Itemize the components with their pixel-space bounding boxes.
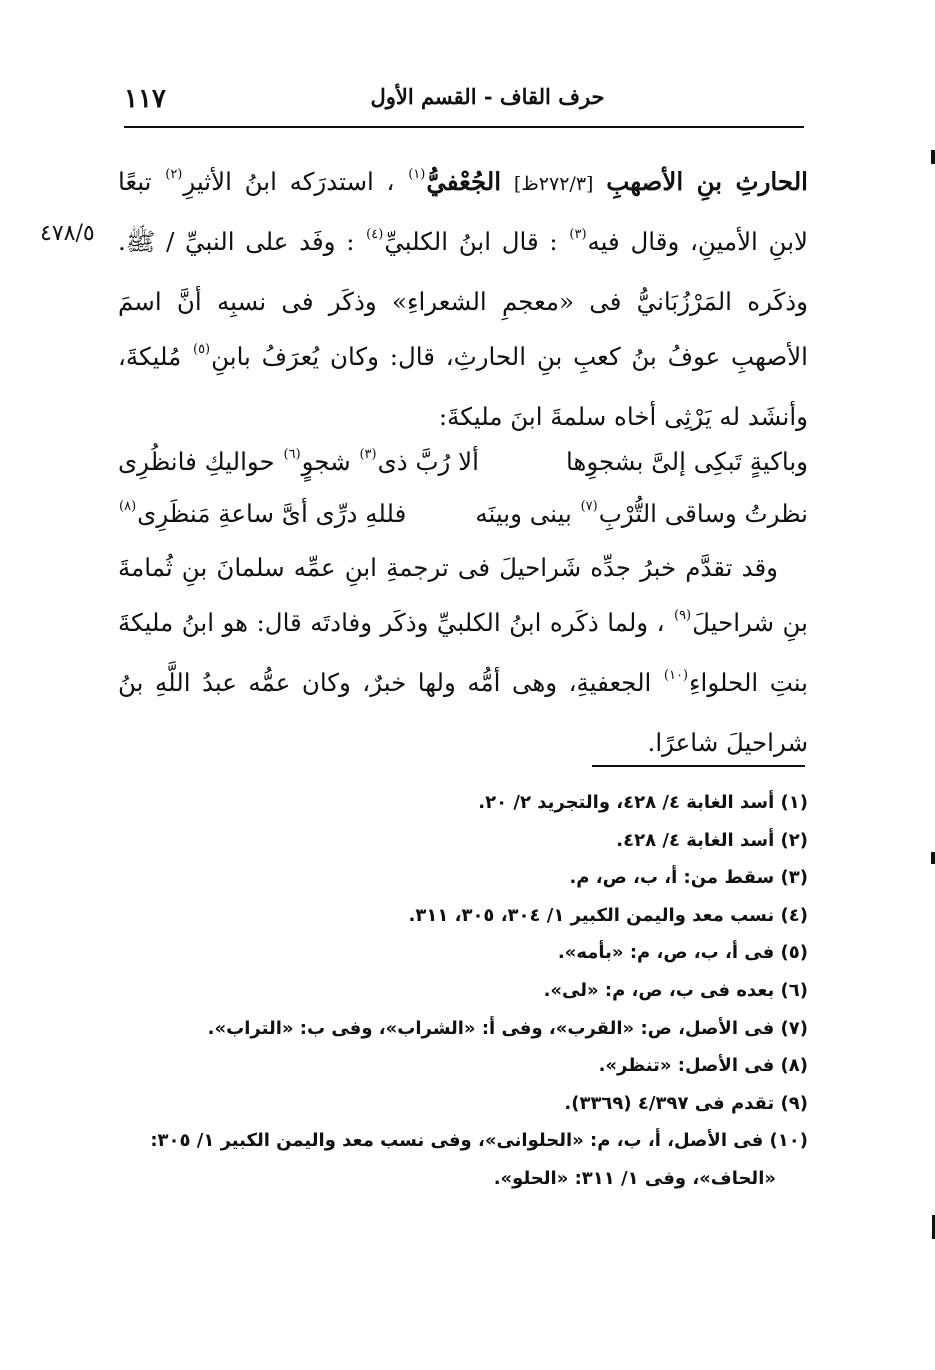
entry-nisba: الجُعْفيُّ bbox=[426, 167, 502, 196]
verse-hemistich-right bbox=[475, 488, 808, 545]
footnote-ref-5[interactable]: (٥) bbox=[192, 342, 211, 357]
footnote-ref-9[interactable]: (٩) bbox=[673, 608, 692, 623]
verse-hemistich-left bbox=[118, 436, 479, 493]
paragraph-text: تبعًا لابنِ الأمينِ، وقال فيه bbox=[118, 167, 808, 256]
footnote-8: (٨) فى الأصل: «تنظر». bbox=[598, 1055, 808, 1077]
footnote-7: (٧) فى الأصل، ص: «القرب»، وفى أ: «الشراب»، وفى ب: «التراب». bbox=[207, 1017, 808, 1039]
footnote-ref-3[interactable]: (٣) bbox=[569, 227, 587, 242]
verse-line-2 bbox=[118, 488, 808, 545]
manuscript-ref: [٢٧٢/٣ظ] bbox=[513, 173, 594, 195]
verse-text: فللهِ درِّى أىَّ ساعةِ مَنظَرِى bbox=[137, 499, 407, 528]
entry-paragraph bbox=[118, 154, 808, 444]
footnote-3: (٣) سقط من: أ، ب، ص، م. bbox=[569, 867, 808, 889]
verse-text: ألا رُبَّ ذى bbox=[377, 447, 479, 476]
paragraph-text: مُليكةَ، وأنشَد له يَرْثِى أخاه سلمةَ ابنَ مليكةَ: bbox=[118, 342, 808, 431]
paragraph-text: الجعفيةِ، وهى أمُّه ولها خبرٌ، وكان عمُّه عبدُ اللَّهِ بنُ شراحيلَ شاعرًا. bbox=[118, 668, 808, 757]
footnote-ref-2[interactable]: (٢) bbox=[165, 167, 183, 182]
footnote-4: (٤) نسب معد واليمن الكبير ١/ ٣٠٤، ٣٠٥، ٣١١. bbox=[408, 904, 808, 926]
header-rule bbox=[124, 126, 804, 128]
footnote-ref-6[interactable]: (٦) bbox=[283, 447, 301, 462]
footnote-ref-3b[interactable]: (٣) bbox=[359, 447, 377, 462]
footnotes-block bbox=[118, 784, 808, 1198]
footnote-10: (١٠) فى الأصل، أ، ب، م: «الحلوانى»، وفى نسب معد واليمن الكبير ١/ ٣٠٥: bbox=[150, 1130, 808, 1152]
paragraph-text: ، استدرَكه ابنُ الأثيرِ bbox=[183, 167, 395, 196]
footnote-ref-8[interactable]: (٨) bbox=[119, 499, 137, 514]
footnote-ref-7[interactable]: (٧) bbox=[580, 499, 598, 514]
verse-text: بينى وبينَه bbox=[475, 499, 572, 528]
footnote-2: (٢) أسد الغابة ٤/ ٤٢٨. bbox=[616, 829, 808, 851]
paragraph-text: وقد تقدَّم خبرُ جدِّه شَراحيلَ فى ترجمةِ ابنِ عمِّه سلمانَ بنِ ثُمامةَ بنِ شراحيلَ bbox=[118, 553, 808, 637]
footnote-ref-10[interactable]: (١٠) bbox=[663, 668, 689, 683]
paragraph-text: : قال ابنُ الكلبيِّ bbox=[384, 227, 558, 256]
footnote-10-continued: «الحاف»، وفى ١/ ٣١١: «الحلو». bbox=[493, 1167, 776, 1189]
verse-text: حواليكِ فانظُرِى bbox=[118, 447, 275, 476]
entry-name: الحارثِ بنِ الأصهبِ bbox=[606, 167, 808, 196]
footnote-9: (٩) تقدم فى ٤/٣٩٧ (٣٣٦٩). bbox=[564, 1092, 808, 1114]
margin-reference: ٤٧٨/٥ bbox=[40, 221, 95, 246]
footnote-6: (٦) بعده فى ب، ص، م: «لى». bbox=[543, 979, 808, 1001]
verse-line-1 bbox=[118, 436, 808, 493]
verse-text: شجوٍ bbox=[301, 447, 351, 476]
verse-hemistich-right: وباكيةٍ تَبكِى إلىَّ بشجوِها bbox=[565, 447, 808, 476]
footnote-ref-1[interactable]: (١) bbox=[408, 167, 426, 182]
footnote-separator bbox=[592, 765, 805, 767]
scan-edge-mark bbox=[931, 150, 935, 164]
running-title: حرف القاف - القسم الأول bbox=[370, 84, 605, 109]
scan-edge-mark bbox=[931, 852, 935, 864]
footnote-5: (٥) فى أ، ب، ص، م: «بأمه». bbox=[557, 942, 808, 964]
footnote-ref-4[interactable]: (٤) bbox=[366, 227, 384, 242]
entry-paragraph-2 bbox=[118, 540, 808, 770]
paragraph-text: ، ولما ذكَره ابنُ الكلبيِّ وذكَر وفادتَه قال: هو ابنُ مليكةَ بنتِ الحلواءِ bbox=[118, 608, 808, 697]
footnote-1: (١) أسد الغابة ٤/ ٤٢٨، والتجريد ٢/ ٢٠. bbox=[478, 792, 808, 813]
page-number: ١١٧ bbox=[124, 84, 166, 114]
verse-text: نظرتُ وساقى التُّرْبِ bbox=[598, 499, 808, 528]
verse-hemistich-left bbox=[118, 488, 406, 545]
paragraph-text: : وفَد على النبيِّ / ﷺ. وذكَره المَرْزُبَانيُّ فى «معجمِ الشعراءِ» وذكَر فى نسبِه أنَّ اسمَ الأصهبِ عوفُ بنُ كعبِ بنِ الحارثِ، قال: وكان يُعرَفُ بابنِ bbox=[118, 227, 808, 371]
